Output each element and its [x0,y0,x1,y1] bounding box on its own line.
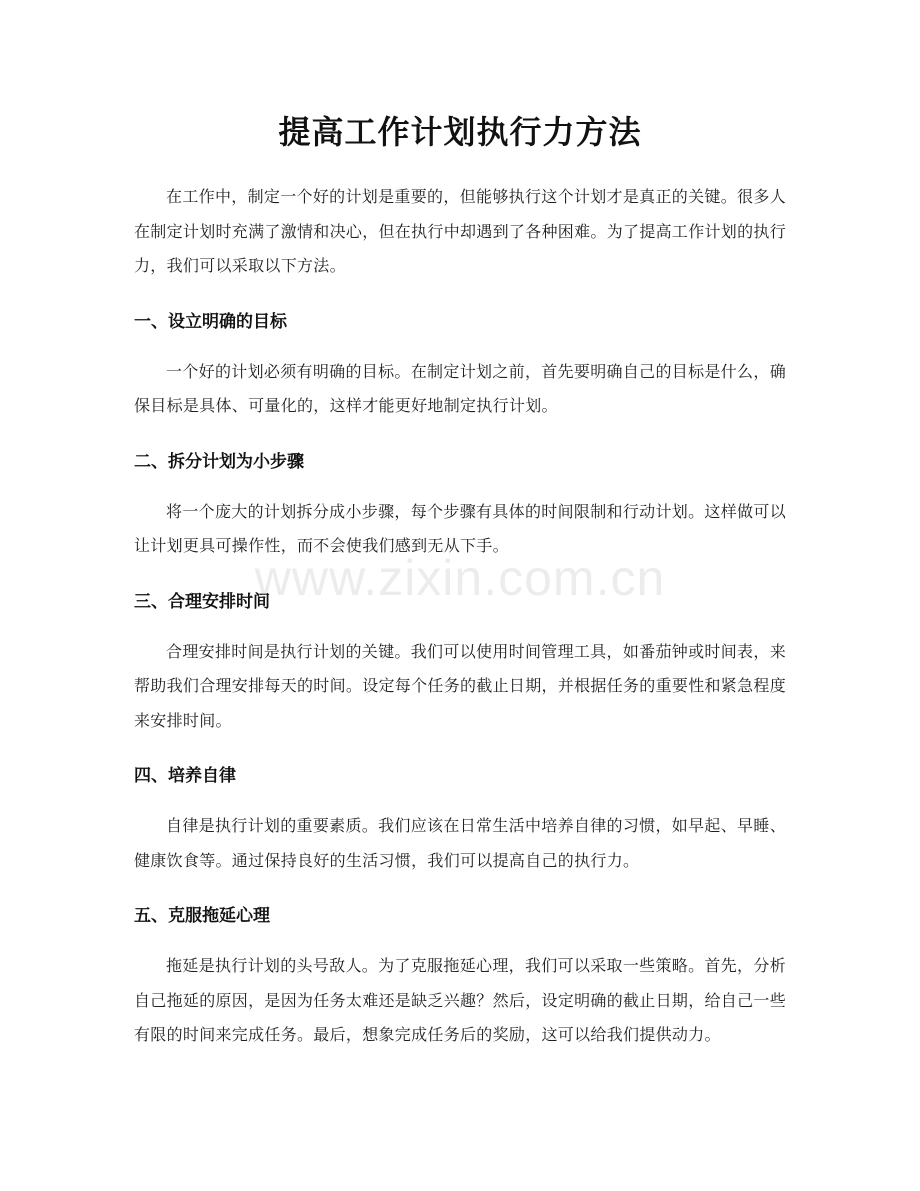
section-body-time: 合理安排时间是执行计划的关键。我们可以使用时间管理工具，如番茄钟或时间表，来帮助我们合理安排每天的时间。设定每个任务的截止日期，并根据任务的重要性和紧急程度来安排时间。 [134,641,787,730]
section-heading-goals: 一、设立明确的目标 [134,311,287,332]
document-title: 提高工作计划执行力方法 [278,113,642,151]
section-body-procrastination: 拖延是执行计划的头号敌人。为了克服拖延心理，我们可以采取一些策略。首先，分析自己拖延的原因，是因为任务太难还是缺乏兴趣？然后，设定明确的截止日期，给自己一些有限的时间来完成任务。最后，想象完成任务后的奖励，这可以给我们提供动力。 [134,956,787,1044]
section-heading-discipline: 四、培养自律 [134,766,236,786]
section-body-goals: 一个好的计划必须有明确的目标。在制定计划之前，首先要明确自己的目标是什么，确保目标是具体、可量化的，这样才能更好地制定执行计划。 [134,361,786,415]
document-body [134,180,786,1053]
section-heading-procrastination: 五、克服拖延心理 [134,906,270,926]
section-heading-steps: 二、拆分计划为小步骤 [134,451,304,472]
section-heading-time: 三、合理安排时间 [134,591,270,612]
watermark: www.zixin.com.cn [254,550,666,606]
section-body-steps: 将一个庞大的计划拆分成小步骤，每个步骤有具体的时间限制和行动计划。这样做可以让计划更具可操作性，而不会使我们感到无从下手。 [134,501,786,555]
section-body-discipline: 自律是执行计划的重要素质。我们应该在日常生活中培养自律的习惯，如早起、早睡、健康饮食等。通过保持良好的生活习惯，我们可以提高自己的执行力。 [134,816,786,870]
intro-paragraph: 在工作中，制定一个好的计划是重要的，但能够执行这个计划才是真正的关键。很多人在制定计划时充满了激情和决心，但在执行中却遇到了各种困难。为了提高工作计划的执行力，我们可以采取以下方法。 [134,187,787,275]
